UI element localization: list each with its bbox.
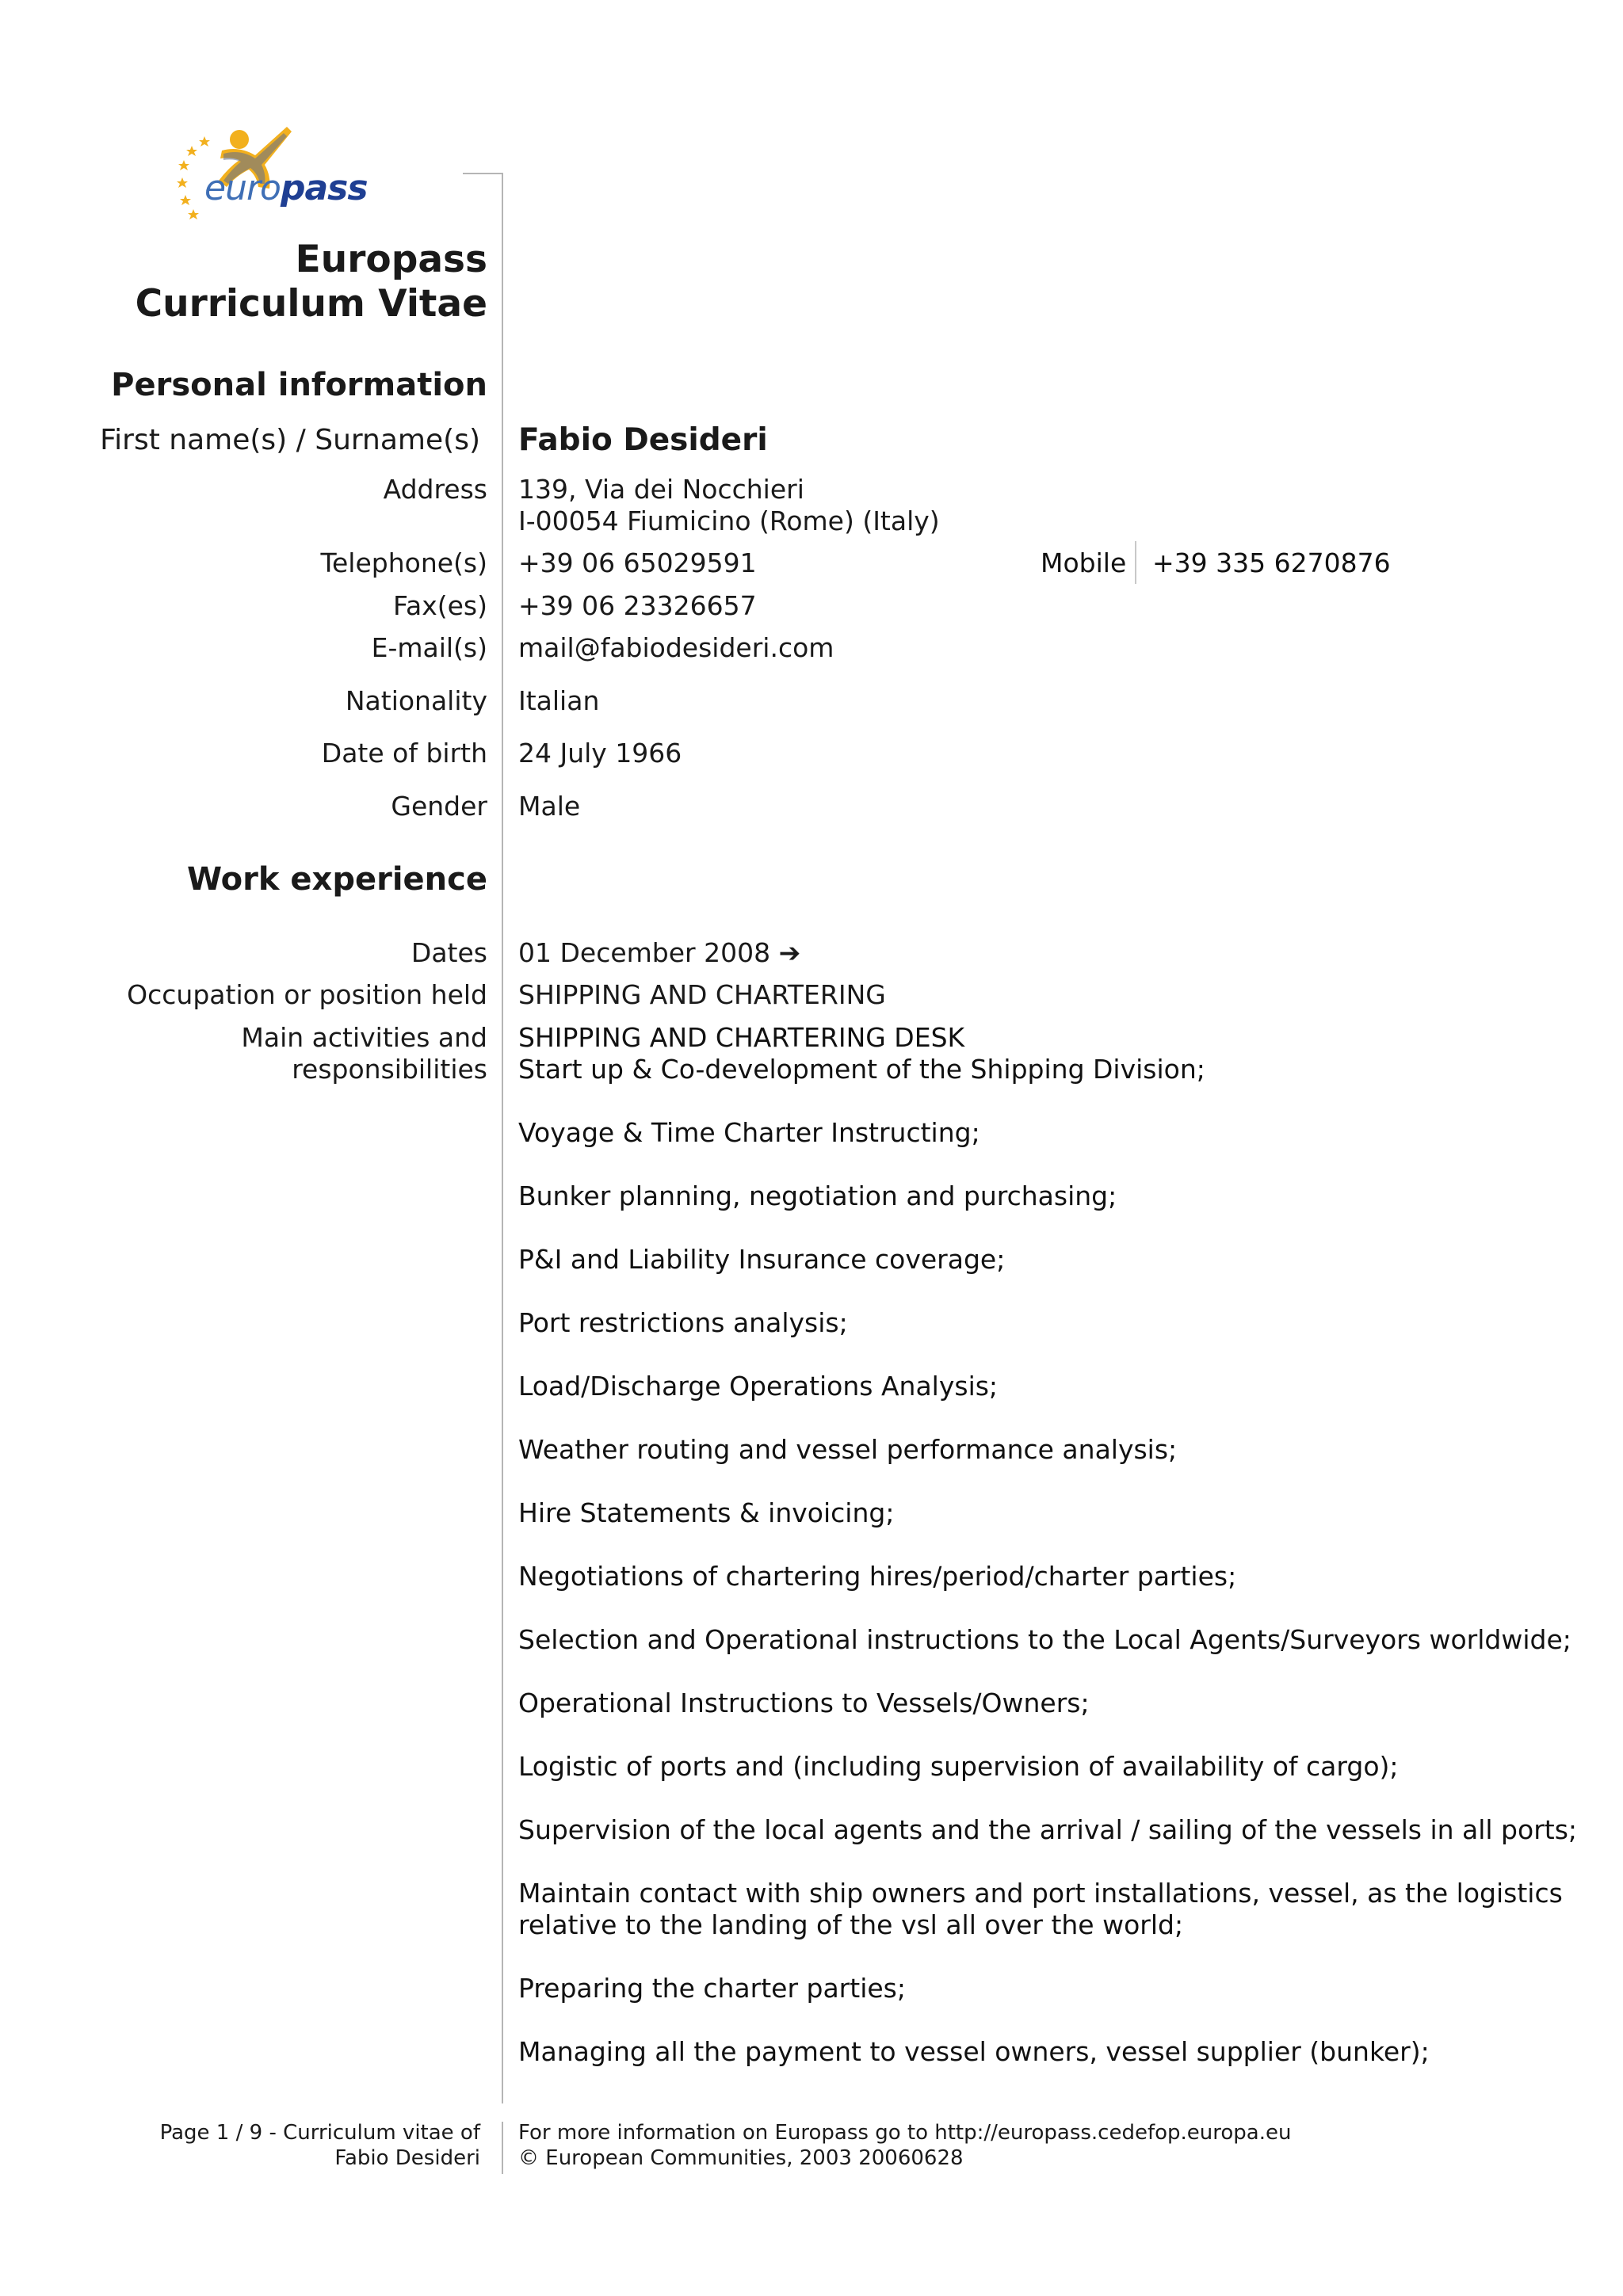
activity-item: Operational Instructions to Vessels/Owners; <box>518 1688 1090 1718</box>
footer-info <box>518 2120 1291 2171</box>
gender-value: Male <box>518 791 581 822</box>
dates-value: 01 December 2008 ➔ <box>518 937 801 968</box>
activity-item: Negotiations of chartering hires/period/charter parties; <box>518 1561 1237 1592</box>
fax-value: +39 06 23326657 <box>518 590 757 621</box>
activities-label-line2: responsibilities <box>292 1054 487 1085</box>
footer-copyright: © European Communities, 2003 20060628 <box>518 2146 964 2170</box>
address-line2: I-00054 Fiumicino (Rome) (Italy) <box>518 505 940 536</box>
activity-item: SHIPPING AND CHARTERING DESK <box>518 1022 965 1053</box>
activity-item: Port restrictions analysis; <box>518 1307 848 1338</box>
footer-divider <box>502 2122 503 2174</box>
europass-logo <box>176 119 382 222</box>
cv-title-line2: Curriculum Vitae <box>135 282 487 326</box>
name-label: First name(s) / Surname(s) <box>100 424 480 456</box>
nationality-label: Nationality <box>345 685 487 716</box>
column-divider <box>502 173 503 2103</box>
mobile-label: Mobile <box>1041 547 1127 578</box>
footer-page-line1: Page 1 / 9 - Curriculum vitae of <box>159 2121 480 2145</box>
work-experience-heading: Work experience <box>186 861 487 898</box>
activity-item: Maintain contact with ship owners and port installations, vessel, as the logistics <box>518 1878 1563 1909</box>
personal-info-heading: Personal information <box>111 367 487 403</box>
email-label: E-mail(s) <box>371 632 487 663</box>
activity-item: Supervision of the local agents and the arrival / sailing of the vessels in all ports; <box>518 1814 1578 1845</box>
fax-label: Fax(es) <box>393 590 487 621</box>
activity-item: Weather routing and vessel performance analysis; <box>518 1434 1178 1465</box>
activity-item: P&I and Liability Insurance coverage; <box>518 1244 1006 1275</box>
gender-label: Gender <box>391 791 487 822</box>
activity-item: Logistic of ports and (including supervision of availability of cargo); <box>518 1751 1399 1782</box>
dob-value: 24 July 1966 <box>518 738 682 769</box>
activity-item: Selection and Operational instructions to the Local Agents/Surveyors worldwide; <box>518 1624 1571 1655</box>
activity-item: Preparing the charter parties; <box>518 1973 906 2004</box>
cv-title-line1: Europass <box>295 238 487 281</box>
address-label: Address <box>383 474 487 505</box>
mobile-divider <box>1135 541 1136 584</box>
occupation-value: SHIPPING AND CHARTERING <box>518 979 886 1010</box>
dob-label: Date of birth <box>321 738 487 769</box>
activity-item: Start up & Co-development of the Shipping Division; <box>518 1054 1205 1085</box>
activity-item: Load/Discharge Operations Analysis; <box>518 1371 999 1402</box>
activity-item: Hire Statements & invoicing; <box>518 1497 895 1528</box>
full-name: Fabio Desideri <box>518 422 768 458</box>
mobile-value: +39 335 6270876 <box>1152 547 1391 578</box>
footer-page-line2: Fabio Desideri <box>334 2146 480 2170</box>
address-line1: 139, Via dei Nocchieri <box>518 474 804 505</box>
activity-item: Managing all the payment to vessel owners, vessel supplier (bunker); <box>518 2036 1430 2067</box>
activities-label-line1: Main activities and <box>241 1022 487 1053</box>
nationality-value: Italian <box>518 685 600 716</box>
top-rule <box>463 173 502 174</box>
activity-item: Bunker planning, negotiation and purchasing; <box>518 1180 1117 1211</box>
activity-item: Voyage & Time Charter Instructing; <box>518 1117 980 1148</box>
email-value[interactable]: mail@fabiodesideri.com <box>518 632 834 663</box>
occupation-label: Occupation or position held <box>127 979 487 1010</box>
telephone-value: +39 06 65029591 <box>518 547 757 578</box>
activity-item: relative to the landing of the vsl all over the world; <box>518 1909 1184 1940</box>
telephone-label: Telephone(s) <box>320 547 487 578</box>
europass-logo-text: europass <box>204 168 368 208</box>
footer-page-info <box>160 2120 480 2171</box>
footer-europass-link[interactable]: For more information on Europass go to http://europass.cedefop.europa.eu <box>518 2121 1292 2145</box>
dates-label: Dates <box>411 937 487 968</box>
